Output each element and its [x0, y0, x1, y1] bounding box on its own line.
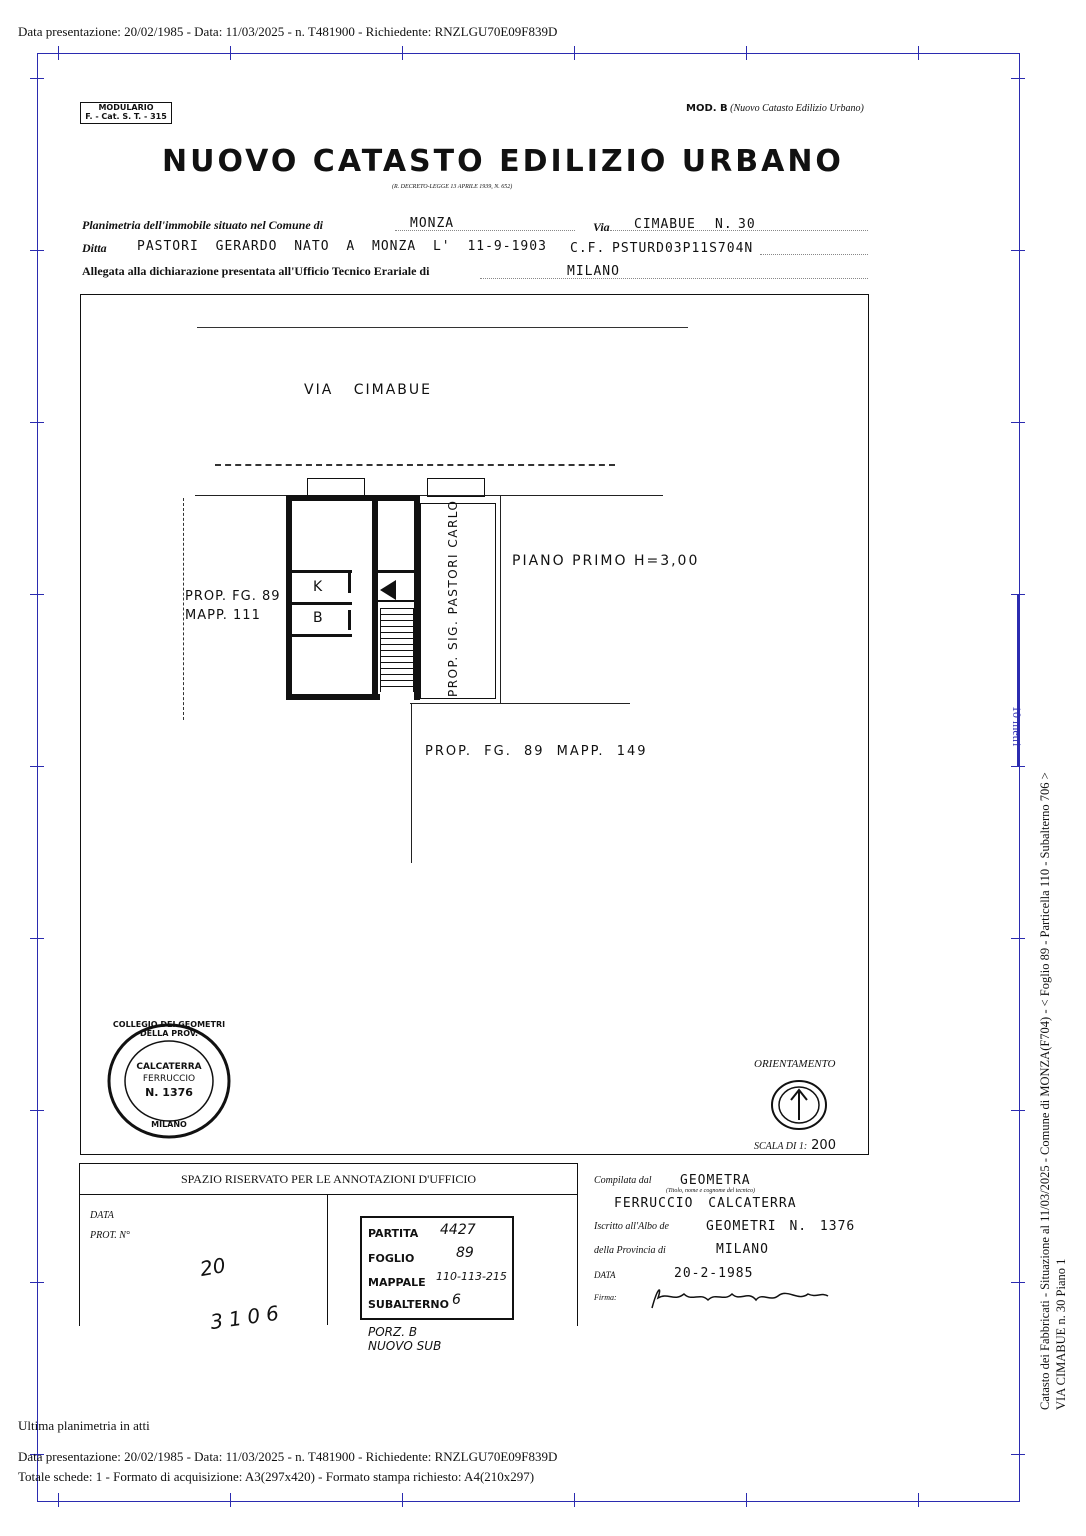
orientamento-label: ORIENTAMENTO	[754, 1058, 836, 1070]
foglio-value: 89	[456, 1245, 474, 1261]
firma-label: Firma:	[594, 1293, 617, 1302]
note-hand	[368, 1325, 441, 1353]
annotations-title: SPAZIO RISERVATO PER LE ANNOTAZIONI D'UFFICIO	[180, 1172, 477, 1186]
stamp-name1: CALCATERRA	[136, 1062, 202, 1072]
street-line-top	[197, 327, 688, 328]
prop-right: PROP. SIG. PASTORI CARLO	[446, 499, 460, 697]
scala-value: 200	[811, 1138, 836, 1153]
hand-date: 20	[198, 1252, 228, 1282]
boundary-line	[411, 703, 412, 863]
note-line1: PORZ. B	[368, 1325, 418, 1339]
scala-label: SCALA DI 1:	[754, 1141, 808, 1152]
albo-label: Iscritto all'Albo de	[594, 1221, 669, 1232]
footer-line2: Totale schede: 1 - Formato di acquisizione: A3(297x420) - Formato stampa richiesto: A4(210x297)	[18, 1469, 535, 1484]
prop-left-line1: PROP. FG. 89	[185, 589, 281, 604]
mappale-value: 110-113-215	[436, 1270, 507, 1283]
cf-label: C.F.	[570, 241, 606, 256]
subalterno-label: SUBALTERNO	[368, 1298, 449, 1311]
allegata-label: Allegata alla dichiarazione presentata all'Ufficio Tecnico Erariale di	[82, 264, 430, 278]
ditta-label: Ditta	[82, 241, 107, 255]
via-label: Via	[593, 220, 610, 234]
note-line2: NUOVO SUB	[368, 1339, 442, 1353]
footer-ultima: Ultima planimetria in atti	[18, 1418, 150, 1433]
side-text-line1: Catasto dei Fabbricati - Situazione al 11/03/2025 - Comune di MONZA(F704) - < Foglio 89 - Particella 110 - Subalterno 706 >	[1038, 772, 1052, 1410]
geometri-stamp	[106, 1022, 232, 1140]
footer-line1: Data presentazione: 20/02/1985 - Data: 11/03/2025 - n. T481900 - Richiedente: RNZLGU70E09F839D	[18, 1449, 558, 1464]
subalterno-value: 6	[452, 1292, 461, 1308]
provincia-value: MILANO	[716, 1242, 769, 1257]
adjacent-wall	[500, 495, 501, 703]
ditta-value: PASTORI GERARDO NATO A MONZA L' 11-9-1903	[137, 239, 547, 254]
compilata-data-value: 20-2-1985	[674, 1266, 754, 1281]
ufficio-value: MILANO	[567, 264, 620, 279]
compilata-title-note: (Titolo, nome e cognome del tecnico)	[666, 1188, 755, 1194]
balcony-right	[427, 478, 485, 497]
floor-label: PIANO PRIMO H=3,00	[512, 553, 700, 569]
staircase	[380, 608, 414, 692]
mod-desc: (Nuovo Catasto Edilizio Urbano)	[730, 103, 864, 114]
stamp-name2: FERRUCCIO	[142, 1074, 196, 1084]
header-line: Data presentazione: 20/02/1985 - Data: 11/03/2025 - n. T481900 - Richiedente: RNZLGU70E09F839D	[18, 24, 558, 39]
via-value: CIMABUE	[634, 217, 696, 232]
modulario-line2: F. - Cat. S. T. - 315	[85, 112, 167, 121]
street-label: VIA CIMABUE	[304, 382, 432, 398]
prop-left-line2: MAPP. 111	[185, 608, 261, 623]
decree-line: (R. DECRETO-LEGGE 13 APRILE 1939, N. 652)	[392, 184, 513, 190]
partita-label: PARTITA	[368, 1227, 419, 1240]
hand-prot: 3106	[208, 1299, 287, 1335]
mappale-label: MAPPALE	[368, 1276, 426, 1289]
stamp-city: MILANO	[151, 1120, 187, 1129]
planimetria-label: Planimetria dell'immobile situato nel Comune di	[82, 218, 324, 232]
modulario-line1: MODULARIO	[98, 103, 154, 112]
compilata-label: Compilata dal	[594, 1175, 652, 1186]
partita-value: 4427	[440, 1222, 476, 1238]
prop-bottom: PROP. FG. 89 MAPP. 149	[425, 744, 648, 759]
signature-icon	[648, 1282, 830, 1312]
foglio-label: FOGLIO	[368, 1252, 415, 1265]
cf-value: PSTURD03P11S704N	[612, 241, 754, 256]
stamp-line1: COLLEGIO DEI GEOMETRI DELLA PROV.	[112, 1020, 226, 1038]
data-label: DATA	[90, 1210, 114, 1221]
prot-label: PROT. N°	[90, 1230, 130, 1241]
numero-label: N.	[715, 217, 733, 232]
numero-value: 30	[738, 217, 756, 232]
prop-left	[185, 587, 281, 625]
compilata-title: GEOMETRA	[680, 1173, 751, 1188]
rear-line	[410, 703, 630, 704]
compilata-data-label: DATA	[594, 1270, 616, 1280]
scala	[754, 1136, 836, 1154]
entry-arrow-icon	[380, 580, 396, 600]
north-arrow-icon	[771, 1080, 827, 1130]
modulario-box	[80, 102, 172, 124]
doc-title: NUOVO CATASTO EDILIZIO URBANO	[162, 144, 844, 179]
left-boundary-dashed	[183, 498, 184, 720]
comune-value: MONZA	[410, 216, 455, 231]
stamp-number: N. 1376	[145, 1086, 193, 1099]
scale-bar-label: 10 metri	[1010, 706, 1024, 747]
mod-code: MOD. B	[686, 103, 728, 114]
albo-value: GEOMETRI N. 1376	[706, 1219, 856, 1234]
compilata-name: FERRUCCIO CALCATERRA	[614, 1196, 797, 1211]
room-b: B	[313, 610, 325, 626]
side-text-line2: VIA CIMABUE n. 30 Piano 1	[1054, 1258, 1068, 1410]
provincia-label: della Provincia di	[594, 1245, 666, 1256]
street-line-dashed	[215, 464, 615, 466]
mod-label	[686, 103, 864, 114]
room-k: K	[313, 579, 325, 595]
